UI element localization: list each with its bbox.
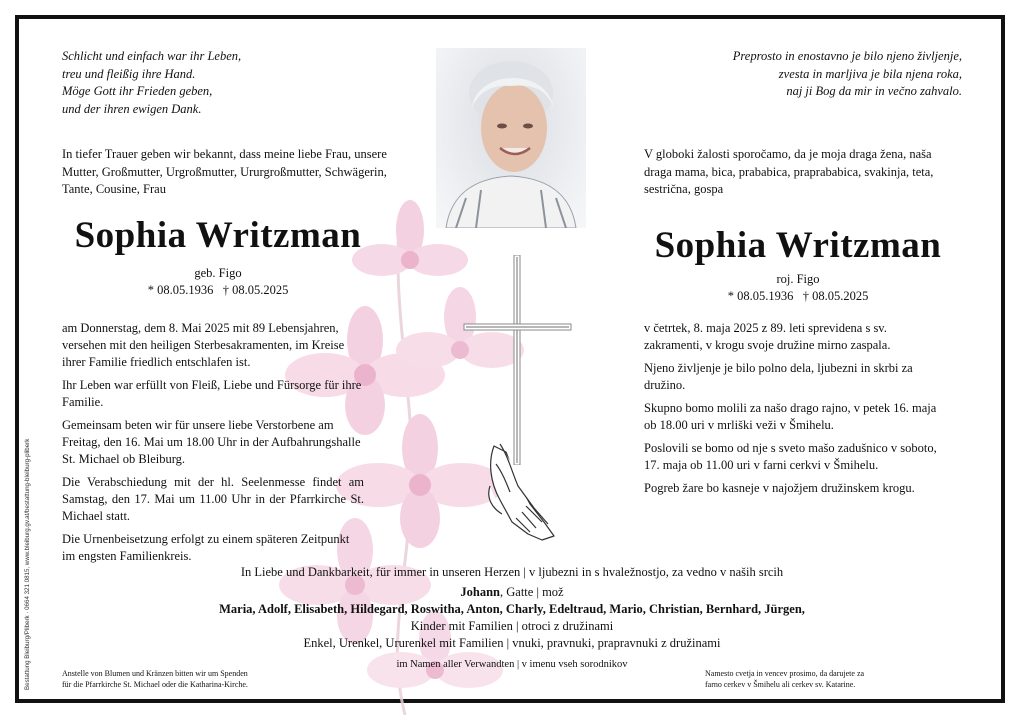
dedication-line: In Liebe und Dankbarkeit, für immer in unseren Herzen | v ljubezni in s hvaležnostjo, za vedno v naših srcih — [240, 565, 784, 579]
grandchildren-line: Enkel, Urenkel, Ururenkel mit Familien | vnuki, pravnuki, prapravnuki z družinami — [303, 636, 721, 650]
left-poem-line: und der ihren ewigen Dank. — [62, 101, 202, 116]
right-poem-line: Preprosto in enostavno je bilo njeno življenje, — [732, 49, 962, 63]
right-paragraph: Pogreb žare bo kasneje v najožjem družinskem krogu. — [644, 481, 915, 495]
right-paragraph: Skupno bomo molili za našo drago rajno, v petek 16. maja ob 18.00 uri v mrliški veži v Šmihelu. — [644, 401, 937, 432]
children-relation: Kinder mit Familien | otroci z družinami — [410, 619, 614, 633]
right-body — [644, 320, 946, 503]
right-poem-line: naj ji Bog da mir in večno zahvalo. — [786, 84, 962, 98]
left-life-dates: * 08.05.1936 † 08.05.2025 — [147, 283, 289, 297]
right-life-dates: * 08.05.1936 † 08.05.2025 — [727, 289, 869, 303]
right-paragraph: v četrtek, 8. maja 2025 z 89. leti sprevidena s sv. zakramenti, v krogu svoje družine mirno zaspala. — [644, 321, 891, 352]
left-poem-line: Schlicht und einfach war ihr Leben, — [62, 49, 242, 63]
right-flowers-note: Namesto cvetja in vencev prosimo, da darujete za farno cerkev v Šmihelu ali cerkev sv. Katarine. — [705, 669, 865, 689]
left-poem-line: treu und fleißig ihre Hand. — [62, 66, 196, 81]
left-poem — [62, 48, 241, 118]
portrait-photo — [436, 48, 586, 228]
right-poem — [640, 48, 962, 101]
right-paragraph: Njeno življenje je bilo polno dela, ljubezni in skrbi za družino. — [644, 361, 913, 392]
left-body — [62, 320, 364, 571]
right-intro: V globoki žalosti sporočamo, da je moja draga žena, naša draga mama, bica, prababica, praprababica, svakinja, teta, sestrična, gospa — [644, 147, 934, 196]
left-paragraph: am Donnerstag, dem 8. Mai 2025 mit 89 Lebensjahren, versehen mit den heiligen Sterbesakramenten, im Kreise ihrer Familie friedlich entschlafen ist. — [62, 321, 345, 369]
left-paragraph: Ihr Leben war erfüllt von Fleiß, Liebe und Fürsorge für ihre Familie. — [62, 378, 362, 409]
left-deceased-name: Sophia Writzman — [74, 215, 362, 256]
children-names: Maria, Adolf, Elisabeth, Hildegard, Roswitha, Anton, Charly, Edeltraud, Mario, Christian, Bernhard, Jürgen, — [219, 602, 805, 616]
relatives-line: im Namen aller Verwandten | v imenu vseh sorodnikov — [396, 659, 628, 670]
left-intro: In tiefer Trauer geben wir bekannt, dass meine liebe Frau, unsere Mutter, Großmutter, Urgroßmutter, Ururgroßmutter, Schwägerin, Tante, Cousine, Frau — [62, 147, 387, 196]
right-deceased-name: Sophia Writzman — [654, 225, 942, 266]
right-poem-line: zvesta in marljiva je bila njena roka, — [778, 66, 962, 81]
right-maiden-name: roj. Figo — [776, 272, 820, 286]
left-paragraph: Die Verabschiedung mit der hl. Seelenmesse findet am Samstag, den 17. Mai um 11.00 Uhr in der Pfarrkirche St. Michael statt. — [62, 475, 364, 523]
praying-hands-icon — [482, 442, 562, 542]
left-paragraph: Gemeinsam beten wir für unsere liebe Verstorbene am Freitag, den 16. Mai um 18.00 Uhr in der Aufbahrungshalle St. Michael ob Bleiburg. — [62, 418, 361, 466]
husband-line — [100, 585, 924, 600]
left-flowers-note: Anstelle von Blumen und Kränzen bitten wir um Spenden für die Pfarrkirche St. Michael oder die Katharina-Kirche. — [62, 669, 248, 689]
left-maiden-name: geb. Figo — [194, 266, 242, 280]
husband-relation: , Gatte | mož — [500, 585, 564, 599]
right-paragraph: Poslovili se bomo od nje s sveto mašo zadušnico v soboto, 17. maja ob 11.00 uri v farni cerkvi v Šmihelu. — [644, 441, 937, 472]
cross-icon — [460, 255, 575, 465]
undertaker-side-text: Bestattung Bleiburg/Pliberk · 0664 321 0815, www.bleiburg.gv.at/bestattung-bleiburg-pliberk — [24, 438, 31, 690]
husband-name: Johann — [460, 585, 500, 599]
left-paragraph: Die Urnenbeisetzung erfolgt zu einem späteren Zeitpunkt im engsten Familienkreis. — [62, 532, 350, 563]
left-poem-line: Möge Gott ihr Frieden geben, — [62, 84, 213, 98]
